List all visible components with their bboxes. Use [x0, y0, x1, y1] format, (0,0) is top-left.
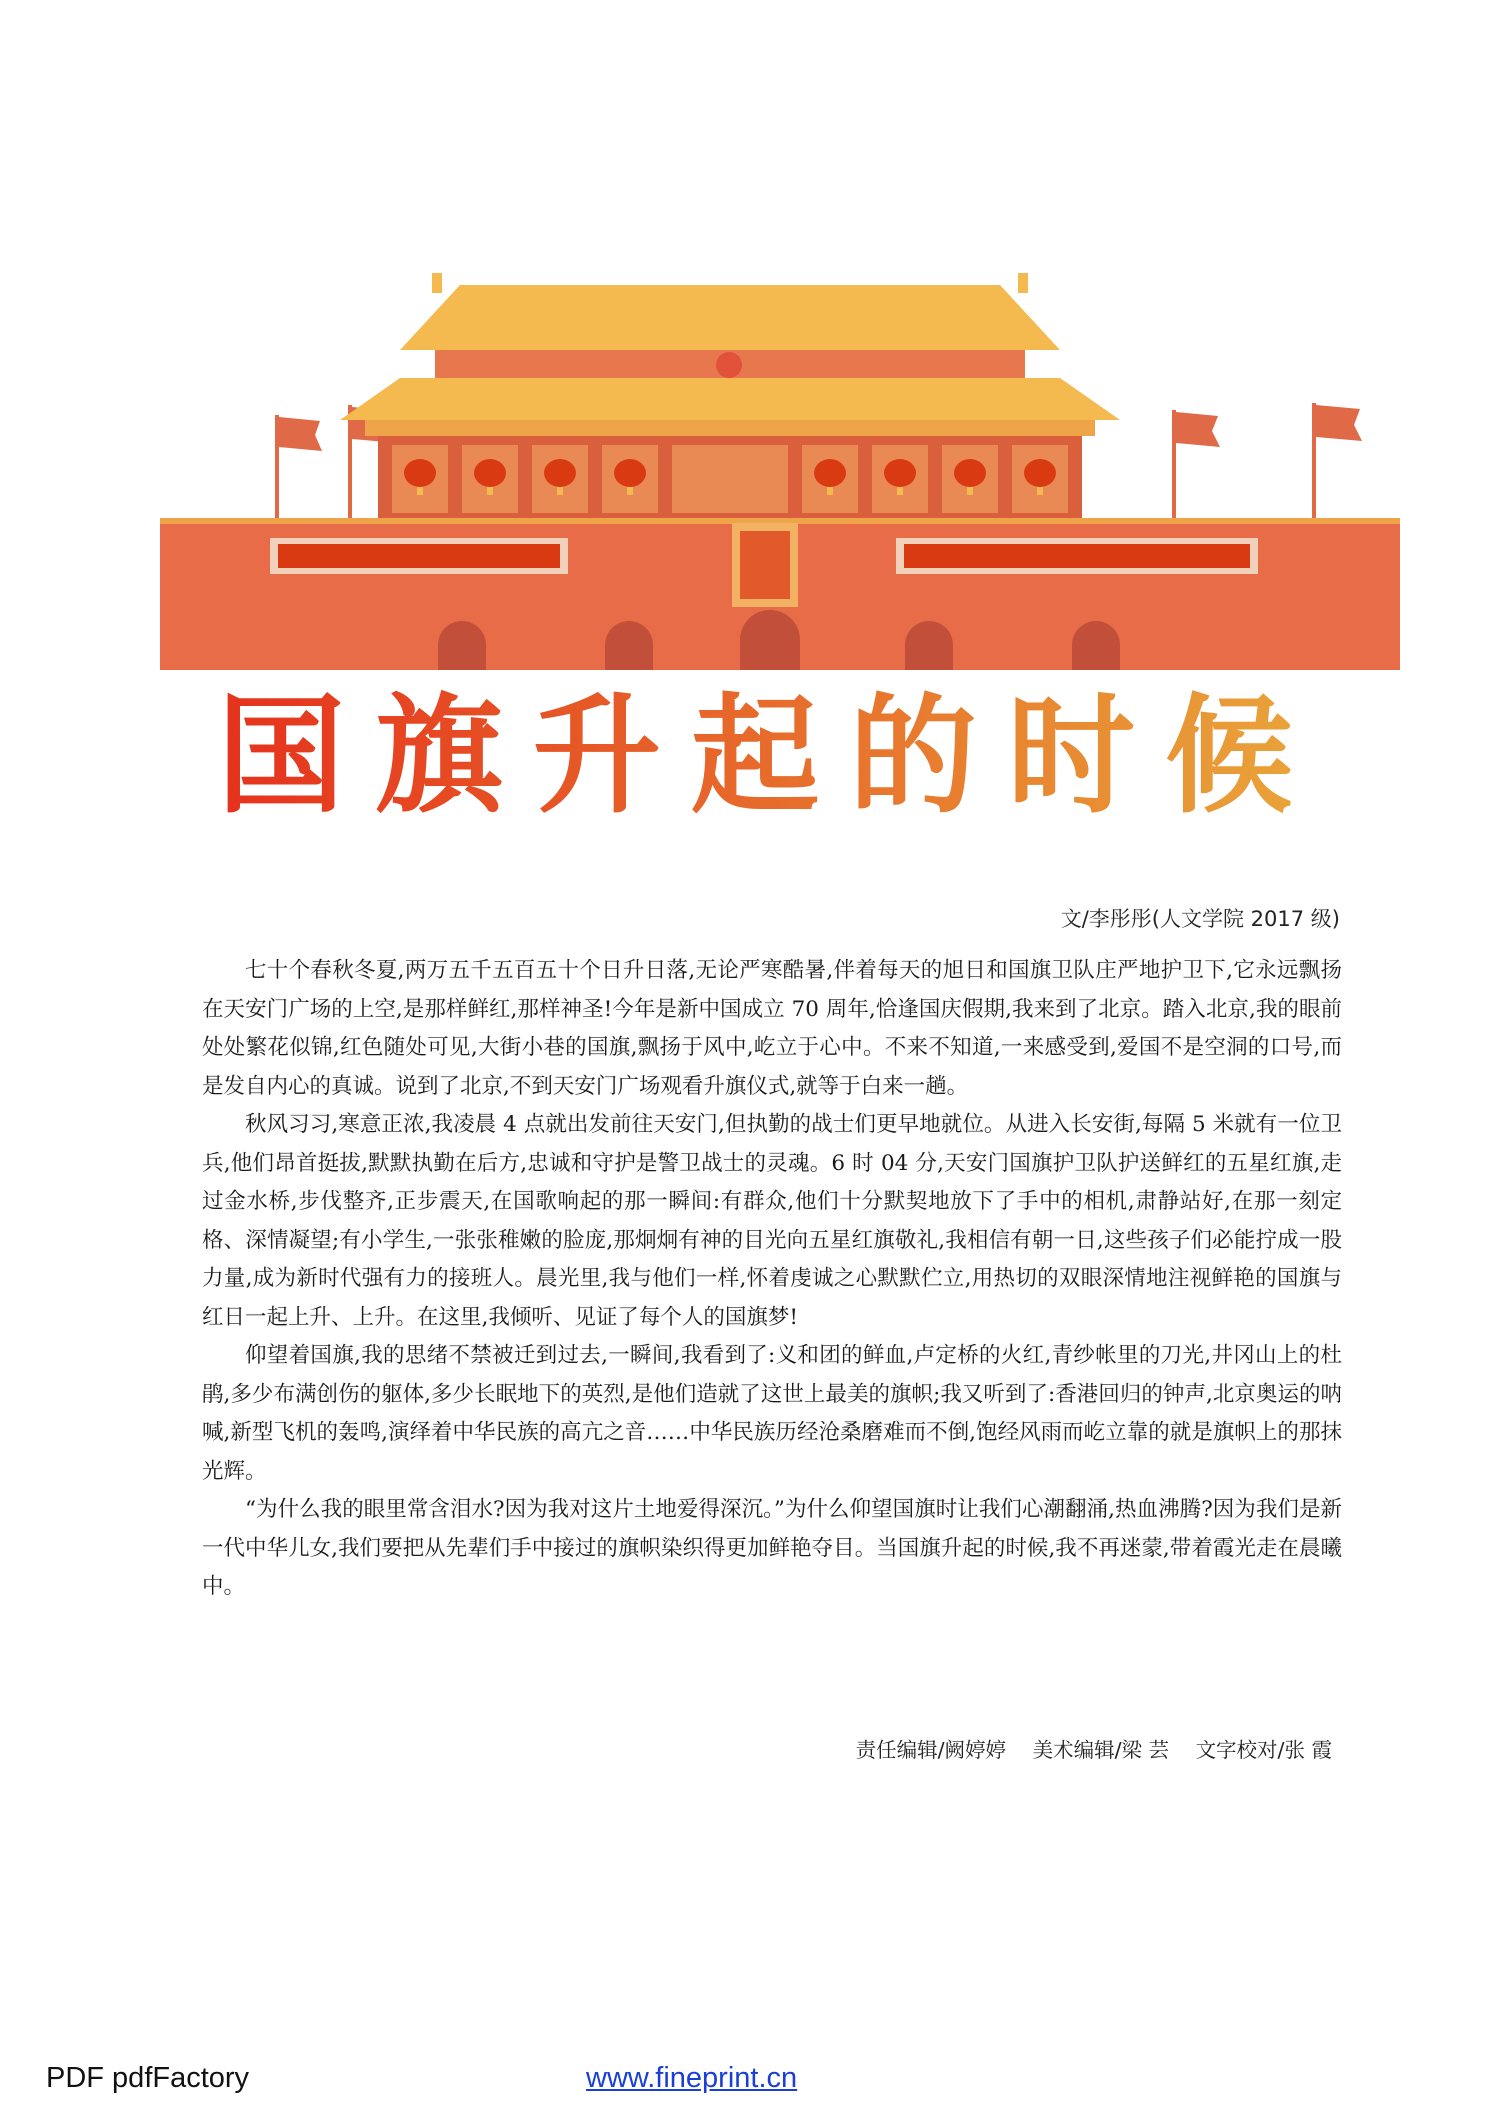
- article-paragraph: “为什么我的眼里常含泪水?因为我对这片土地爱得深沉。”为什么仰望国旗时让我们心潮翻涌,热血沸腾?因为我们是新一代中华儿女,我们要把从先辈们手中接过的旗帜染织得更加鲜艳夺目。当国旗升起的时候,我不再迷蒙,带着霞光走在晨曦中。: [202, 1497, 1342, 1599]
- article-paragraph: 仰望着国旗,我的思绪不禁被迁到过去,一瞬间,我看到了:义和团的鲜血,卢定桥的火红,青纱帐里的刀光,井冈山上的杜鹃,多少布满创伤的躯体,多少长眠地下的英烈,是他们造就了这世上最美的旗帜;我又听到了:香港回归的钟声,北京奥运的呐喊,新型飞机的轰鸣,演绎着中华民族的高亢之音……中华民族历经沧桑磨难而不倒,饱经风雨而屹立靠的就是旗帜上的那抹光辉。: [202, 1343, 1342, 1484]
- gate-hall: [378, 436, 1082, 520]
- page-title-text: 国旗升起的时候: [216, 682, 1324, 831]
- tiananmen-illustration: [160, 255, 1400, 675]
- article-paragraph: 秋风习习,寒意正浓,我凌晨 4 点就出发前往天安门,但执勤的战士们更早地就位。从进入长安街,每隔 5 米就有一位卫兵,他们昂首挺拔,默默执勤在后方,忠诚和守护是警卫战士的灵魂。6 时 04 分,天安门国旗护卫队护送鲜红的五星红旗,走过金水桥,步伐整齐,正步震天,在国歌响起的那一瞬间:有群众,他们十分默契地放下了手中的相机,肃静站好,在那一刻定格、深情凝望;有小学生,一张张稚嫩的脸庞,那炯炯有神的目光向五星红旗敬礼,我相信有朝一日,这些孩子们必能拧成一股力量,成为新时代强有力的接班人。晨光里,我与他们一样,怀着虔诚之心默默伫立,用热切的双眼深情地注视鲜艳的国旗与红日一起上升、上升。在这里,我倾听、见证了每个人的国旗梦!: [202, 1112, 1342, 1330]
- article-paragraph: 七十个春秋冬夏,两万五千五百五十个日升日落,无论严寒酷暑,伴着每天的旭日和国旗卫队庄严地护卫下,它永远飘扬在天安门广场的上空,是那样鲜红,那样神圣!今年是新中国成立 70 周年,恰逢国庆假期,我来到了北京。踏入北京,我的眼前处处繁花似锦,红色随处可见,大街小巷的国旗,飘扬于风中,屹立于心中。不来不知道,一来感受到,爱国不是空洞的口号,而是发自内心的真诚。说到了北京,不到天安门广场观看升旗仪式,就等于白来一趟。: [202, 958, 1342, 1099]
- credit-editor: 责任编辑/阙婷婷: [855, 1738, 1007, 1762]
- gate-lower-roof: [340, 378, 1120, 436]
- credit-proofreader: 文字校对/张 霞: [1195, 1738, 1332, 1762]
- editor-credits: [836, 1733, 1332, 1763]
- article-body: [202, 952, 1342, 1607]
- page-title: [180, 670, 1360, 840]
- gate-wall: [160, 518, 1400, 670]
- gate-upper-roof: [400, 273, 1060, 378]
- fineprint-link[interactable]: www.fineprint.cn: [586, 2062, 798, 2094]
- credit-art-editor: 美术编辑/梁 芸: [1032, 1738, 1170, 1762]
- flag-left-1: [275, 415, 322, 525]
- pdf-factory-label: PDF pdfFactory: [46, 2062, 250, 2094]
- byline: 文/李彤彤(人文学院 2017 级): [1060, 907, 1340, 931]
- flag-right-2: [1312, 403, 1362, 525]
- flag-right-1: [1172, 410, 1220, 525]
